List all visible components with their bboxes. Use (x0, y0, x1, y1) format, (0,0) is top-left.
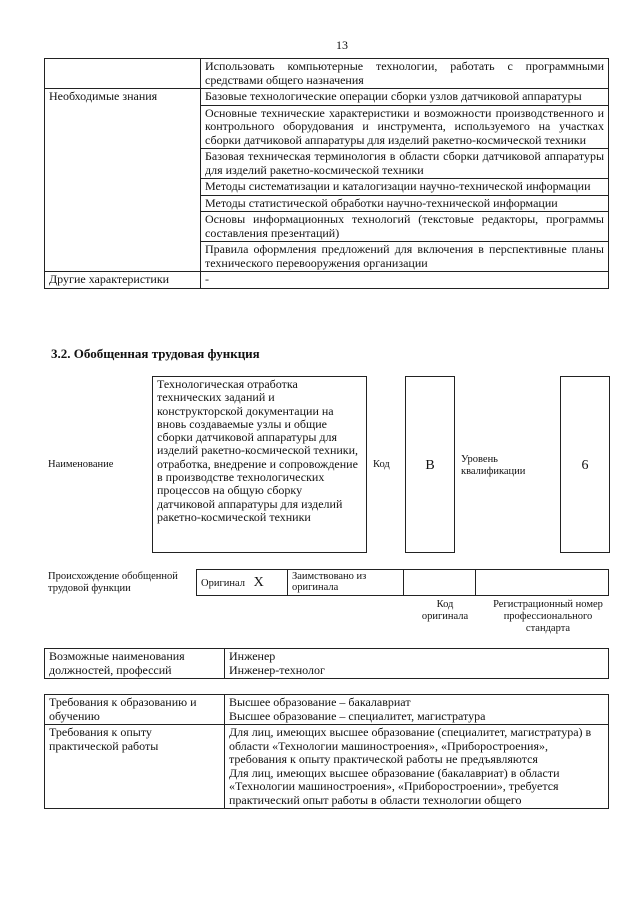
origin-table (196, 569, 609, 596)
other-label: Другие характеристики (45, 272, 201, 289)
skill-cell: Использовать компьютерные технологии, работать с программными средствами общего назначения (201, 59, 609, 89)
code-label: Код (373, 459, 390, 470)
experience-values (225, 725, 609, 809)
experience-label: Требования к опыту практической работы (45, 725, 225, 809)
reg-number-caption: Регистрационный номер профессионального стандарта (493, 599, 603, 634)
knowledge-item: Базовая техническая терминология в области сборки датчиковой аппаратуры для изделий ракетно-космической техники (201, 149, 609, 179)
positions-values (225, 649, 609, 679)
original-label: Оригинал (201, 577, 245, 589)
origin-label: Происхождение обобщенной трудовой функции (48, 571, 178, 594)
level-value-box: 6 (560, 376, 610, 553)
section-heading: 3.2. Обобщенная трудовая функция (51, 346, 260, 361)
positions-label: Возможные наименования должностей, профессий (45, 649, 225, 679)
other-value: - (201, 272, 609, 289)
knowledge-item: Базовые технологические операции сборки узлов датчиковой аппаратуры (201, 89, 609, 106)
original-mark: Х (253, 574, 264, 590)
experience-item: Для лиц, имеющих высшее образование (специалитет, магистратура) в области «Технологии машиностроения», «Приборостроения», требования к опыту практической работы не предъявляются (229, 725, 592, 766)
knowledge-item: Основы информационных технологий (текстовые редакторы, программы составления презентаций) (201, 212, 609, 242)
knowledge-item: Основные технические характеристики и возможности производственного и контрольного оборудования и инструмента, используемого на участках сборки датчиковой аппаратуры для изделий ракетно-космической техники (201, 105, 609, 149)
borrowed-cell: Заимствовано из оригинала (288, 570, 404, 596)
knowledge-item: Правила оформления предложений для включения в перспективные планы технического перевооружения организации (201, 242, 609, 272)
knowledge-table (44, 58, 609, 289)
experience-item: Для лиц, имеющих высшее образование (бакалавриат) в области «Технологии машиностроения», «Приборостроении», требуется практический опыт работы в области технологии общего (229, 765, 560, 807)
knowledge-item: Методы систематизации и каталогизации научно-технической информации (201, 179, 609, 196)
reg-number-cell (476, 570, 609, 596)
code-value-box: В (405, 376, 455, 553)
empty-label-cell (45, 59, 201, 89)
position-item: Инженер (229, 649, 276, 663)
code-original-caption: Код оригинала (421, 599, 469, 622)
function-name-box: Технологическая отработка технических заданий и конструкторской документации на вновь создаваемые узлы и общие сборки датчиковой аппаратуры для изделий ракетно-космической техники, отработка, внедрение и сопровождение в производстве технологических процессов на общую сборку датчиковой аппаратуры для изделий ракетно-космической техники (152, 376, 367, 553)
original-cell (197, 570, 288, 596)
code-original-cell (404, 570, 476, 596)
requirements-table (44, 694, 609, 809)
knowledge-item: Методы статистической обработки научно-технической информации (201, 195, 609, 212)
level-label: Уровень квалификации (461, 454, 526, 477)
knowledge-label: Необходимые знания (45, 89, 201, 272)
education-item: Высшее образование – специалитет, магистратура (229, 708, 486, 723)
page-number: 13 (336, 38, 348, 52)
position-item: Инженер-технолог (229, 662, 325, 677)
positions-table (44, 648, 609, 679)
education-item: Высшее образование – бакалавриат (229, 695, 411, 709)
name-label: Наименование (48, 459, 114, 470)
education-values (225, 695, 609, 725)
education-label: Требования к образованию и обучению (45, 695, 225, 725)
